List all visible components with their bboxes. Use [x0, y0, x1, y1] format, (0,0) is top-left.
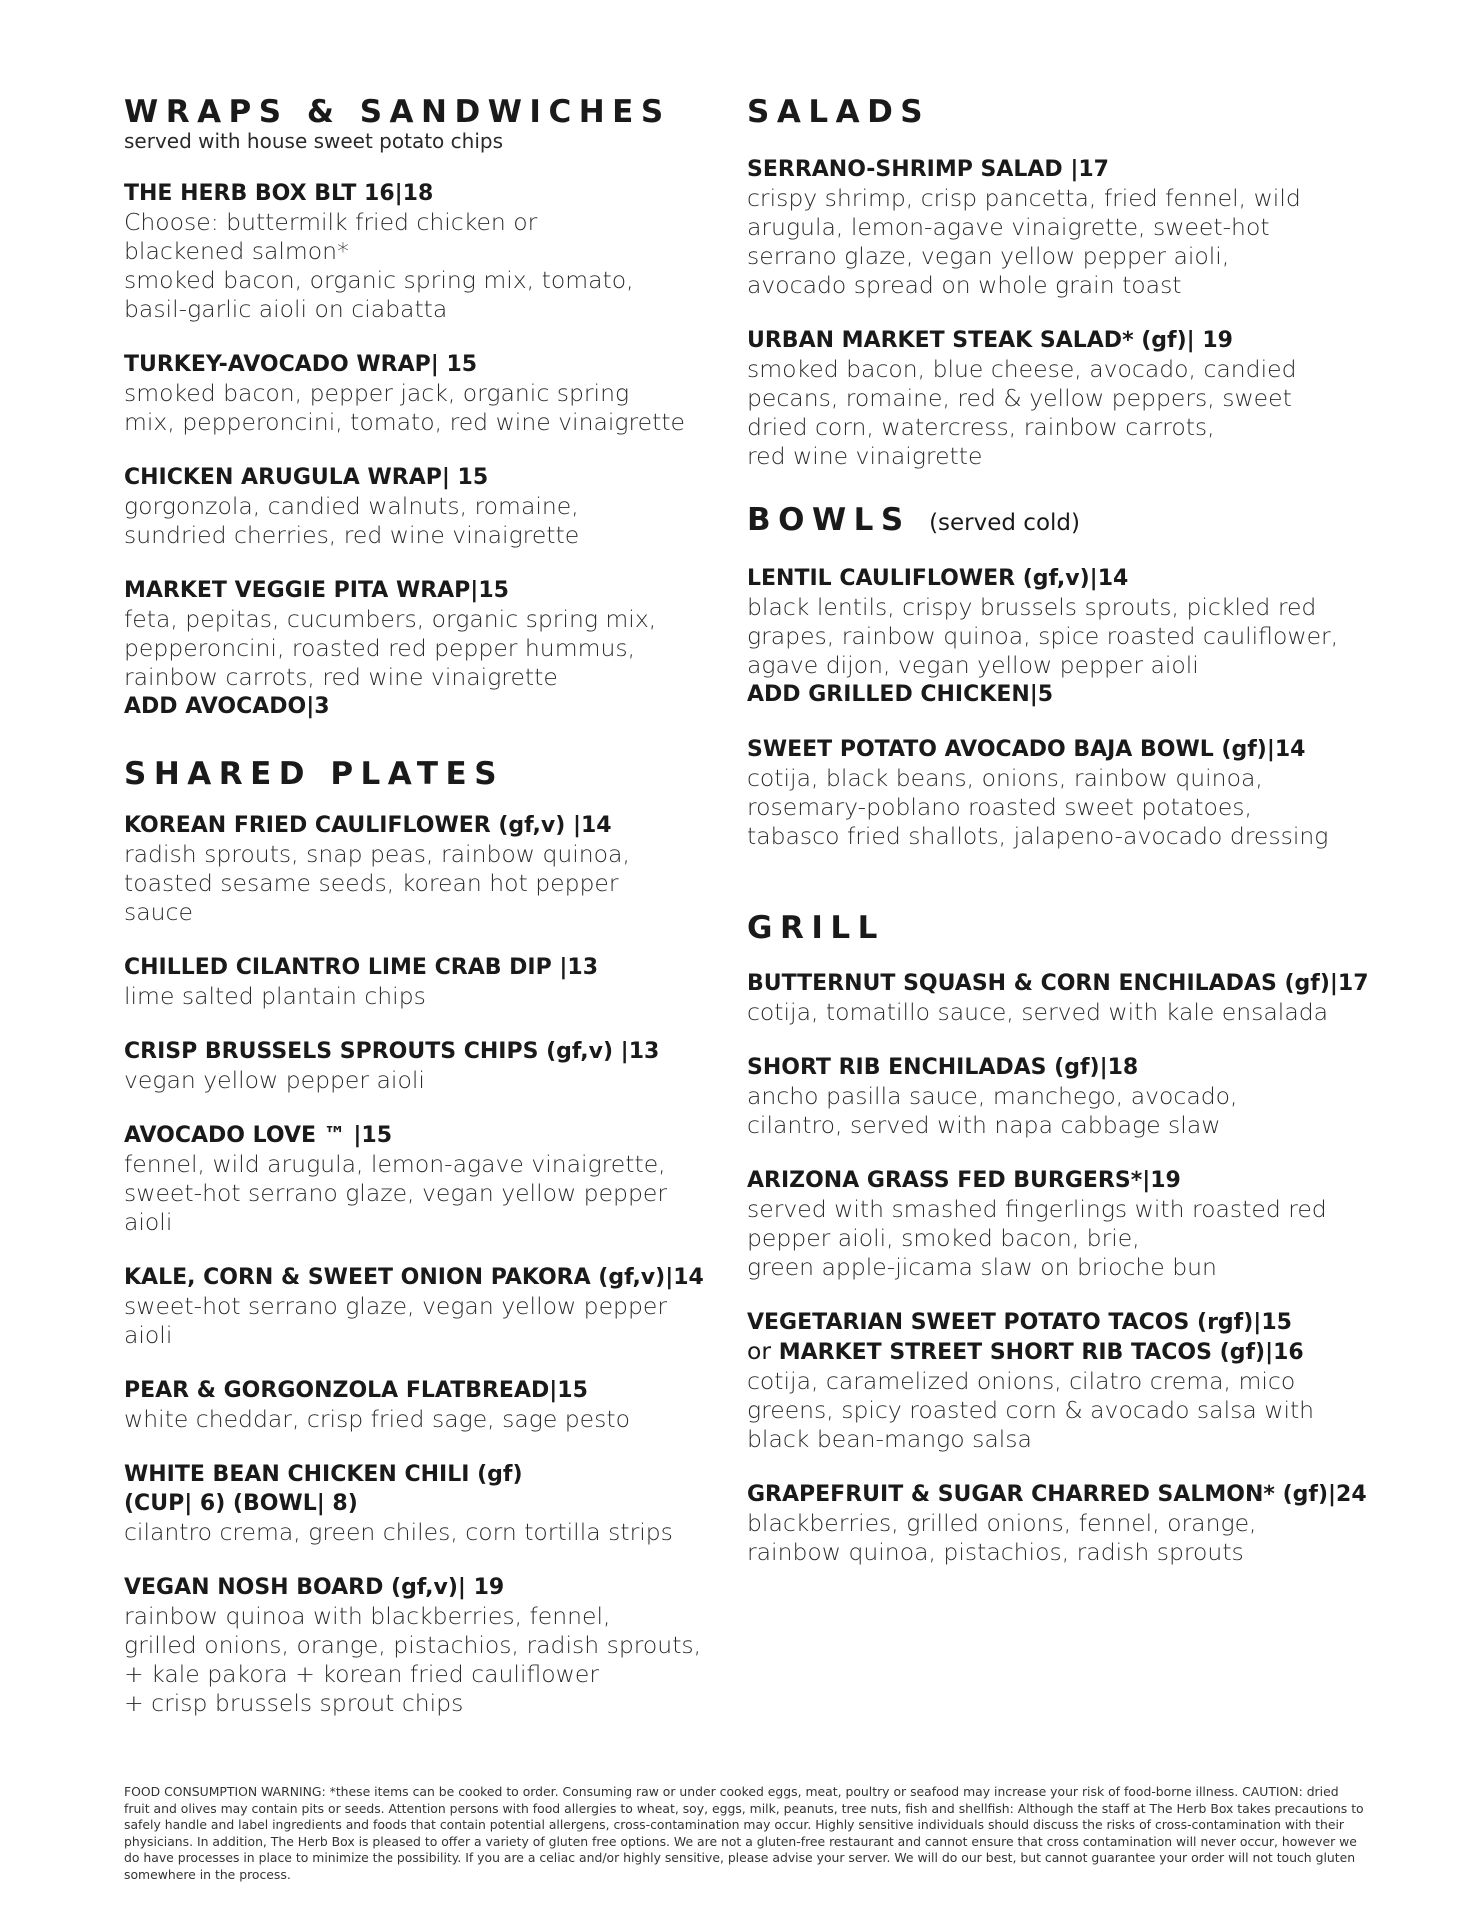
menu-item [747, 1308, 1387, 1454]
menu-item-name: CHICKEN ARUGULA WRAP| 15 [124, 465, 489, 490]
menu-item-description-line: rainbow quinoa, pistachios, radish sprouts [747, 1538, 1244, 1566]
menu-item-name: SHORT RIB ENCHILADAS (gf)|18 [747, 1055, 1139, 1080]
section-subtitle: served with house sweet potato chips [124, 129, 503, 153]
menu-item [124, 463, 704, 550]
menu-item-list [747, 969, 1387, 1567]
menu-item [124, 1121, 704, 1237]
menu-item-description-line: cotija, tomatillo sauce, served with kale ensalada [747, 998, 1329, 1026]
menu-item-description-line: black lentils, crispy brussels sprouts, pickled red [747, 593, 1317, 621]
menu-item-list [747, 564, 1387, 851]
menu-item-description-line: white cheddar, crisp fried sage, sage pesto [124, 1405, 630, 1433]
menu-item-description-line: serrano glaze, vegan yellow pepper aioli, [747, 242, 1230, 270]
menu-item-description-line: greens, spicy roasted corn & avocado salsa with [747, 1396, 1315, 1424]
section-note: (served cold) [929, 510, 1080, 536]
menu-item-description-line: feta, pepitas, cucumbers, organic spring mix, [124, 605, 657, 633]
menu-item-description-line: Choose: buttermilk fried chicken or [124, 208, 538, 236]
allergen-warning: FOOD CONSUMPTION WARNING: *these items can be cooked to order. Consuming raw or under cooked eggs, meat, poultry or seafood may increase your risk of food-borne illness. CAUTION: dried fruit and olives may contain pits or seeds. Attention persons with food allergies to wheat, soy, eggs, milk, peanuts, tree nuts, fish and shellfish: Although the staff at The Herb Box takes precautions to safely handle and label ingredients and foods that contain potential allergens, cross-contamination may occur. Highly sensitive individuals should discuss the risks of cross-contamination with their physicians. In addition, The Herb Box is pleased to offer a variety of gluten free options. We are not a gluten-free restaurant and cannot ensure that cross contamination will never occur, however we do have processes in place to minimize the possibility. If you are a celiac and/or highly sensitive, please advise your server. We will do our best, but cannot guarantee your order will not touch gluten somewhere in the process. [124, 1784, 1364, 1882]
menu-item-description-line: pepper aioli, smoked bacon, brie, [747, 1224, 1140, 1252]
menu-item [124, 1376, 704, 1434]
menu-item [124, 953, 704, 1011]
menu-item-name-secondary [124, 1489, 704, 1518]
menu-item-name: CHILLED CILANTRO LIME CRAB DIP |13 [124, 955, 599, 980]
menu-item-description-line: dried corn, watercress, rainbow carrots, [747, 413, 1215, 441]
menu-item-description-line: cotija, black beans, onions, rainbow quinoa, [747, 764, 1263, 792]
menu-item-description-line: smoked bacon, blue cheese, avocado, candied [747, 355, 1297, 383]
menu-item [747, 564, 1387, 709]
section-bowls [747, 501, 1387, 851]
menu-item-name: LENTIL CAULIFLOWER (gf,v)|14 [747, 566, 1129, 591]
menu-item [124, 1460, 704, 1547]
menu-item-description-line: ancho pasilla sauce, manchego, avocado, [747, 1082, 1238, 1110]
menu-item [747, 326, 1387, 471]
menu-item-description-line: green apple-jicama slaw on brioche bun [747, 1253, 1217, 1281]
section-title: GRILL [747, 910, 885, 946]
menu-item-description-line: rainbow quinoa with blackberries, fennel, [124, 1602, 611, 1630]
menu-item-addon: ADD AVOCADO|3 [124, 694, 330, 719]
menu-item-name: PEAR & GORGONZOLA FLATBREAD|15 [124, 1378, 588, 1403]
menu-item-name: CRISP BRUSSELS SPROUTS CHIPS (gf,v) |13 [124, 1039, 660, 1064]
menu-item-name: BUTTERNUT SQUASH & CORN ENCHILADAS (gf)|17 [747, 971, 1369, 996]
menu-item-description-line: + crisp brussels sprout chips [124, 1689, 464, 1717]
menu-item-name: ARIZONA GRASS FED BURGERS*|19 [747, 1168, 1181, 1193]
section-salads [747, 93, 1387, 471]
menu-item-description-line: blackened salmon* [124, 237, 349, 265]
menu-item-description-line: basil-garlic aioli on ciabatta [124, 295, 448, 323]
menu-item-description-line: radish sprouts, snap peas, rainbow quinoa, [124, 840, 630, 868]
menu-item-description-line: rainbow carrots, red wine vinaigrette [124, 663, 558, 691]
menu-item-description-line: aioli [124, 1208, 173, 1236]
left-column [124, 93, 704, 1718]
menu-item-description-line: smoked bacon, pepper jack, organic spring [124, 379, 630, 407]
menu-item [747, 969, 1387, 1027]
menu-item-name: SERRANO-SHRIMP SALAD |17 [747, 157, 1109, 182]
menu-item [124, 350, 704, 437]
menu-item-name: KALE, CORN & SWEET ONION PAKORA (gf,v)|14 [124, 1265, 704, 1290]
menu-item-description-line: mix, pepperoncini, tomato, red wine vinaigrette [124, 408, 685, 436]
menu-item-description-line: avocado spread on whole grain toast [747, 271, 1182, 299]
menu-item-description-line: agave dijon, vegan yellow pepper aioli [747, 651, 1199, 679]
menu-item-name: VEGAN NOSH BOARD (gf,v)| 19 [124, 1575, 505, 1600]
menu-item-description-line: lime salted plantain chips [124, 982, 426, 1010]
section-shared-plates [124, 755, 704, 1718]
section-grill [747, 909, 1387, 1567]
menu-item [124, 1263, 704, 1350]
section-title: SHARED PLATES [124, 756, 505, 792]
section-title: SALADS [747, 94, 931, 130]
menu-item-name: VEGETARIAN SWEET POTATO TACOS (rgf)|15 [747, 1310, 1292, 1335]
menu-item-name: TURKEY-AVOCADO WRAP| 15 [124, 352, 478, 377]
menu-item-name-text: MARKET STREET SHORT RIB TACOS (gf)|16 [778, 1340, 1304, 1365]
menu-item-description-line: blackberries, grilled onions, fennel, orange, [747, 1509, 1257, 1537]
menu-item-description-line: tabasco fried shallots, jalapeno-avocado dressing [747, 822, 1329, 850]
menu-item-description-line: grilled onions, orange, pistachios, radish sprouts, [124, 1631, 702, 1659]
menu-item-description-line: served with smashed fingerlings with roasted red [747, 1195, 1327, 1223]
menu-item-or: or [747, 1337, 772, 1365]
menu-item-list [124, 179, 704, 721]
menu-item-name: GRAPEFRUIT & SUGAR CHARRED SALMON* (gf)|24 [747, 1482, 1367, 1507]
menu-item [124, 179, 704, 324]
menu-item-name: WHITE BEAN CHICKEN CHILI (gf) [124, 1462, 523, 1487]
menu-item-description-line: grapes, rainbow quinoa, spice roasted cauliflower, [747, 622, 1339, 650]
menu-item-name: SWEET POTATO AVOCADO BAJA BOWL (gf)|14 [747, 737, 1306, 762]
menu-item-description-line: cilantro crema, green chiles, corn tortilla strips [124, 1518, 673, 1546]
menu-item-description-line: pecans, romaine, red & yellow peppers, sweet [747, 384, 1292, 412]
right-column [747, 93, 1387, 1567]
menu-item-description-line: fennel, wild arugula, lemon-agave vinaigrette, [124, 1150, 666, 1178]
menu-item-description-line: pepperoncini, roasted red pepper hummus, [124, 634, 636, 662]
menu-item-addon: ADD GRILLED CHICKEN|5 [747, 682, 1054, 707]
menu-item [124, 1037, 704, 1095]
menu-item-description-line: sweet-hot serrano glaze, vegan yellow pepper [124, 1292, 668, 1320]
menu-item-name: AVOCADO LOVE ™ |15 [124, 1123, 393, 1148]
menu-item-name-text: (CUP| 6) (BOWL| 8) [124, 1491, 358, 1516]
menu-item [124, 1573, 704, 1718]
section-title: WRAPS & SANDWICHES [124, 94, 671, 130]
menu-item-description-line: sweet-hot serrano glaze, vegan yellow pepper [124, 1179, 668, 1207]
menu-item [747, 1166, 1387, 1282]
menu-item-description-line: black bean-mango salsa [747, 1425, 1032, 1453]
menu-item-name: MARKET VEGGIE PITA WRAP|15 [124, 578, 509, 603]
menu-item [747, 735, 1387, 851]
menu-item-description-line: toasted sesame seeds, korean hot pepper [124, 869, 619, 897]
menu-item-description-line: gorgonzola, candied walnuts, romaine, [124, 492, 579, 520]
menu-item [747, 155, 1387, 300]
menu-item-list [747, 155, 1387, 471]
menu-item-description-line: + kale pakora + korean fried cauliflower [124, 1660, 599, 1688]
menu-item [124, 811, 704, 927]
menu-item-description-line: cotija, caramelized onions, cilatro crema, mico [747, 1367, 1296, 1395]
menu-item-description-line: sauce [124, 898, 193, 926]
menu-item-description-line: cilantro, served with napa cabbage slaw [747, 1111, 1221, 1139]
menu-item-description-line: smoked bacon, organic spring mix, tomato, [124, 266, 634, 294]
menu-item-description-line: aioli [124, 1321, 173, 1349]
menu-item [747, 1480, 1387, 1567]
menu-item-description-line: rosemary-poblano roasted sweet potatoes, [747, 793, 1252, 821]
section-title [747, 501, 1387, 542]
menu-item-name: KOREAN FRIED CAULIFLOWER (gf,v) |14 [124, 813, 612, 838]
menu-item-description-line: crispy shrimp, crisp pancetta, fried fennel, wild [747, 184, 1301, 212]
menu-item [747, 1053, 1387, 1140]
menu-item [124, 576, 704, 721]
menu-item-name: URBAN MARKET STEAK SALAD* (gf)| 19 [747, 328, 1233, 353]
section-wraps-sandwiches [124, 93, 704, 721]
menu-item-description-line: arugula, lemon-agave vinaigrette, sweet-hot [747, 213, 1270, 241]
menu-item-description-line: vegan yellow pepper aioli [124, 1066, 425, 1094]
menu-item-description-line: red wine vinaigrette [747, 442, 983, 470]
menu-item-description-line: sundried cherries, red wine vinaigrette [124, 521, 580, 549]
menu-item-list [124, 811, 704, 1718]
menu-item-name: THE HERB BOX BLT 16|18 [124, 181, 434, 206]
menu-item-name-secondary [747, 1337, 1387, 1367]
section-title-text: BOWLS [747, 502, 911, 538]
